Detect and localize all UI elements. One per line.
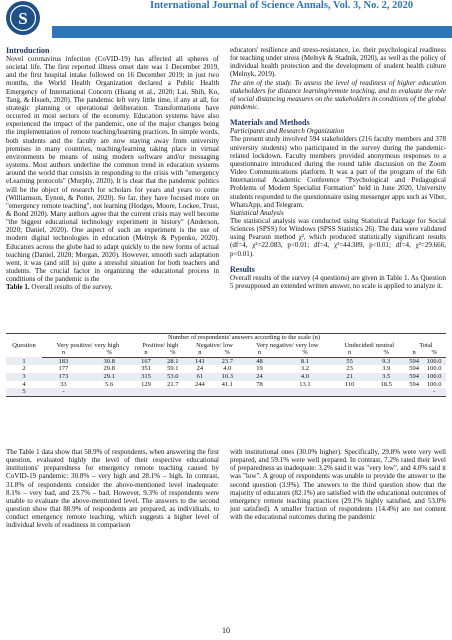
table-cell xyxy=(134,388,159,396)
table-cell: 18.5 xyxy=(380,380,392,388)
table-cell: 5.6 xyxy=(105,380,114,388)
table-cell: 21.7 xyxy=(167,380,179,388)
table-cell: 2 xyxy=(22,365,26,373)
table-cell: 100.0 xyxy=(422,373,446,381)
aim-paragraph: The aim of the study. To assess the level of readiness of higher education stakeholders for distance learning/remote teaching, and to evaluate the role of social distancing measures on the stakeholders in conditions of the global pandemic. xyxy=(230,78,446,112)
table-category-header: Very positive/ very high xyxy=(56,341,120,349)
table-sub-header: n xyxy=(406,349,423,357)
journal-title: International Journal of Science Annals, Vol. 3, No. 2, 2020 xyxy=(150,0,414,11)
table-row xyxy=(6,357,446,365)
table-cell: 30.8 xyxy=(85,357,134,365)
table-cell: 594 xyxy=(406,373,423,381)
table-cell: 594 xyxy=(409,380,419,388)
table-cell xyxy=(277,388,333,396)
table-sub-header: n xyxy=(187,349,213,357)
journal-logo-icon xyxy=(6,1,40,35)
table-cell: 21 xyxy=(333,373,367,381)
svg-text:S: S xyxy=(18,9,28,28)
table-cell: 141 xyxy=(187,357,213,365)
table-sub-header: n xyxy=(333,349,367,357)
page-header xyxy=(0,0,452,42)
table-category-header: Total xyxy=(419,341,433,349)
bottom-left-column xyxy=(6,448,219,530)
table-sub-header: n xyxy=(134,349,159,357)
table-cell: 100.0 xyxy=(426,365,442,373)
participants-text: The present study involved 594 stakeholders (216 faculty members and 378 university students) who participated in the survey during the pandemic-related lockdown. Faculty members provided anonymous responses to a questionnaire introduced during the round table discussion on the Zoom Video Communications platform. It was a part of the program of the 6th International Academic Conference "Psychological and Pedagogical Problems of Modern Specialist Formation" held in June 2020. University students responded to the questionnaire using messenger apps such as Viber, WhatsApp, and Telegram. xyxy=(230,135,446,209)
table-cell: 3.2 xyxy=(300,365,309,373)
table-sub-header: % xyxy=(277,349,333,357)
table-cell: 23 xyxy=(346,365,353,373)
table-cell: 177 xyxy=(58,365,69,373)
table-cell xyxy=(85,388,134,396)
table-cell: 78 xyxy=(256,380,263,388)
table-cell: 9.3 xyxy=(367,357,406,365)
table-sub-header: % xyxy=(367,349,406,357)
table-cell: 594 xyxy=(406,357,423,365)
table-cell: 129 xyxy=(141,380,151,388)
table-cell: - xyxy=(42,388,85,396)
table-row xyxy=(6,381,446,389)
table-cell: 100.0 xyxy=(426,380,442,388)
table-sub-header: n xyxy=(42,349,85,357)
results-discussion-right: with institutional ones (30.0% higher). Specifically, 29.8% were very well prepared, and 59.1% were well prepared. In contrast, 7.2% rated their level of preparedness as inadequate: 3.2% said it was "very low", and 4.0% said it was "low". A group of respondents was unable to provide the answer to the second question (3.9%). The answers to the third question show that the majority of educators (82.1%) are satisfied with the educational outcomes of emergency remote teaching practices (29.1% highly satisfied, and 53.0% just satisfied). A smaller fraction of respondents (14.4%) are not content with the educational outcomes during the pandemic xyxy=(230,448,446,522)
table-row xyxy=(6,365,446,373)
resilience-paragraph: educators' resilience and stress-resistance, i.e. their psychological readiness for teaching under stress (Melnyk & Stadnik, 2020), as well as the policy of individual health protection and the development of student health culture (Melnyk, 2019). xyxy=(230,46,446,79)
header-bar xyxy=(52,26,452,38)
page-number: 10 xyxy=(222,626,230,635)
participants-subheading: Participants and Research Organization xyxy=(230,127,344,136)
table-cell: 8.1 xyxy=(277,357,333,365)
table-row xyxy=(6,388,446,396)
results-discussion-left: The Table 1 data show that 58.9% of respondents, when answering the first question, evaluated highly the level of their respective educational institutions' preparedness for emergency remote teaching caused by CoVID-19 pandemic: 30.8% – very high and 28.1% – high. In contrast, 31.8% of respondents consider the above-mentioned level inadequate: 8.1% – very bad, and 23.7% – bad. However, 9.3% of respondents were unable to evaluate the above-mentioned level. The answers to the second question show that 88.9% of respondents are prepared, as individuals, to conduct emergency remote teaching, which suggests a higher level of individual levels of readiness in comparison xyxy=(6,448,219,530)
table-cell: 24 xyxy=(196,365,204,373)
survey-results-table xyxy=(6,333,446,397)
table-subheader-row xyxy=(6,349,446,357)
table-cell: 29.1 xyxy=(85,373,134,381)
table-cell: - xyxy=(422,388,446,396)
table-cell: 167 xyxy=(134,357,159,365)
table-cell xyxy=(406,388,423,396)
table-cell xyxy=(213,388,242,396)
table-cell: 10.3 xyxy=(213,373,242,381)
table-cell: 183 xyxy=(42,357,85,365)
table-cell xyxy=(159,388,188,396)
introduction-text: Novel coronavirus infection (CoVID-19) has affected all spheres of societal life. The first reported illness onset date was 1 December 2019, and the first hospital intake followed on 16 December 2019; in just two months, the World Health Organization declared a Public Health Emergency of International Concern (Huang et al., 2020; Lai, Shih, Ko, Tang, & Hsueh, 2020). The pandemic left very little time, if any at all, for strategic planning or operational deliberation. Transformations have occurred in most sectors of the economy. Education systems have also experienced the impact of the pandemic, one of the major changes being the implementation of remote teaching/learning practices. In simple words, both students and the faculty are now staying away from university premises in many countries, teaching/learning taking place in virtual environments be means of using modern software and/or messaging systems. Most authors underline the common trend in education systems around the world that consists in responding to the crisis with "emergency eLearning protocols" (Murphy, 2020). It is clear that the pandemic politics will be the object of research for scholars for years and years to come (Williamson, Eynon, & Potter, 2020). So far, they have focused more on "emergency remote teaching", not learning (Hodges, Moore, Lockee, Trust, & Bond 2020). Many authors agree that the current crisis may well become "the biggest educational technology experiment in history" (Anderson, 2020; Daniel, 2020). One aspect of such an experiment is the use of modern digital technologies in education (Melnyk & Pypenko, 2020). Educators across the globe had to adapt quickly to the new forms of actual teaching (Daniel, 2020; Morgan, 2020). However, smooth such adaptation went, it was (and still is) quite a stressful situation for both teachers and students. The crucial factor in organizing the educational process in conditions of the pandemic is the xyxy=(6,55,219,284)
table-question-header: Question xyxy=(12,341,36,349)
table-sub-header: % xyxy=(85,349,134,357)
table-cell: 41.1 xyxy=(221,380,233,388)
introduction-heading: Introduction xyxy=(6,46,50,55)
table-cell: 5 xyxy=(6,388,42,396)
table-cell xyxy=(333,388,367,396)
table-sub-header: % xyxy=(213,349,242,357)
table-cell: 19 xyxy=(256,365,263,373)
table-cell: 24 xyxy=(242,373,277,381)
table-cell: 4 xyxy=(22,380,26,388)
table-category-header: Very negative/ very low xyxy=(256,341,319,349)
stats-subheading: Statistical Analysis xyxy=(230,208,284,217)
table-cell: 55 xyxy=(333,357,367,365)
table-cell: 315 xyxy=(134,373,159,381)
left-column xyxy=(6,46,219,292)
table-cell: 110 xyxy=(344,380,355,388)
table-category-header: Positive/ high xyxy=(142,341,179,349)
results-text: Overall results of the survey (4 questions) are given in Table 1. As Question 5 presupposed an extended written answer, no scale is applied to analyze it. xyxy=(230,273,446,290)
table-cell: 3.5 xyxy=(367,373,406,381)
methods-heading: Materials and Methods xyxy=(230,118,310,128)
table-row xyxy=(6,373,446,381)
table-cell: 244 xyxy=(195,380,205,388)
right-column xyxy=(230,46,446,290)
table-cell: 23.7 xyxy=(213,357,242,365)
table-cell: 61 xyxy=(187,373,213,381)
table-cell: 28.1 xyxy=(159,357,188,365)
table-cell xyxy=(367,388,406,396)
table-group-header: Number of respondents' answers according to the scale (n) xyxy=(167,334,321,341)
table-cell: 4.0 xyxy=(277,373,333,381)
table-caption-text: Overall results of the survey. xyxy=(29,283,113,292)
table-cell xyxy=(187,388,213,396)
table-cell: 100.0 xyxy=(422,357,446,365)
table-category-header: Negative/ low xyxy=(196,341,233,349)
table-cell: 3 xyxy=(6,373,42,381)
table-sub-header: n xyxy=(242,349,277,357)
table-sub-header: % xyxy=(422,349,446,357)
table-cell: 351 xyxy=(141,365,151,373)
table-sub-header: % xyxy=(159,349,188,357)
table-body xyxy=(6,357,446,396)
table-cell: 173 xyxy=(42,373,85,381)
table-cell: 4.0 xyxy=(223,365,232,373)
table-cell: 1 xyxy=(6,357,42,365)
stats-text: The statistical analysis was conducted using Statistical Package for Social Sciences (SPSS) for Windows (SPSS Statistics 26). The data were validated using Pearson method χ², which produced statistically significant results (df=4, χ²=22.083, p<0.01; df=4, χ²=44.389, p<0.01; df=4, χ²=29.666, p<0.01). xyxy=(230,216,446,258)
table-cell: 3.9 xyxy=(382,365,391,373)
table-cell: 53.0 xyxy=(159,373,188,381)
table-cell: 48 xyxy=(242,357,277,365)
table-cell: 29.8 xyxy=(103,365,115,373)
bottom-right-column xyxy=(230,448,446,521)
table-cell: 594 xyxy=(409,365,419,373)
table-cell xyxy=(242,388,277,396)
table-cell: 59.1 xyxy=(167,365,179,373)
table-caption xyxy=(6,283,219,291)
table-cell: 13.1 xyxy=(299,380,311,388)
results-heading: Results xyxy=(230,264,255,274)
table-cell: 33 xyxy=(60,380,67,388)
table-category-header: Undecided/ neutral xyxy=(344,341,395,349)
table-caption-label: Table 1. xyxy=(6,283,30,292)
